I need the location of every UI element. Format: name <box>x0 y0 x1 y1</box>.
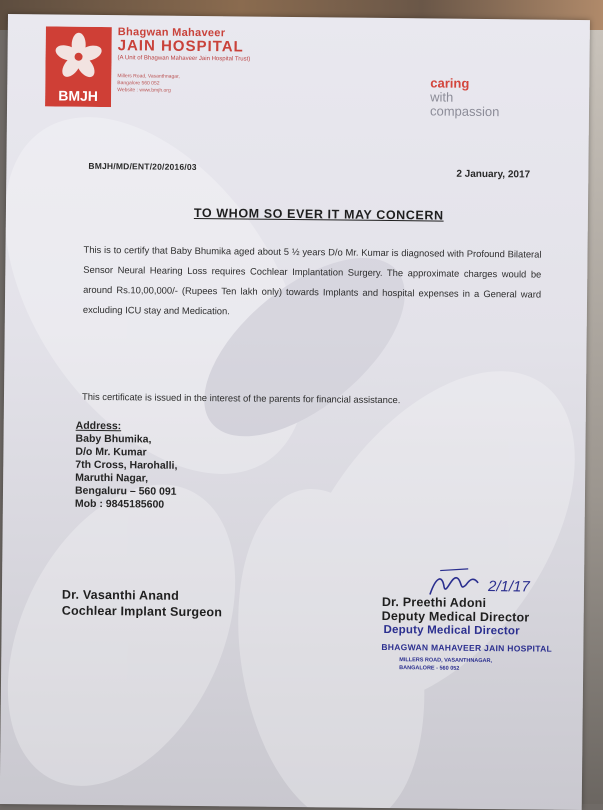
tagline-compassion: compassion <box>429 103 500 120</box>
right-signatory <box>382 595 530 625</box>
tagline-caring: caring <box>430 75 470 91</box>
signature-date: 2/1/17 <box>487 578 530 596</box>
logo-text: BMJH <box>58 87 99 104</box>
letter-heading: TO WHOM SO EVER IT MAY CONCERN <box>193 205 444 223</box>
purpose-paragraph: This certificate is issued in the interest of the parents for financial assistance. <box>81 390 401 406</box>
letter-date: 2 January, 2017 <box>456 168 531 181</box>
right-signatory-title: Deputy Medical Director <box>381 608 530 625</box>
hospital-name-line3: (A Unit of Bhagwan Mahaveer Jain Hospital Trust) <box>117 55 251 63</box>
certificate-paragraph: This is to certify that Baby Bhumika aged about 5 ½ years D/o Mr. Kumar is diagnosed with Profound Bilateral Sensor Neural Hearing Loss requires Cochlear Implantation Surgery. The approximate charges would be around Rs.10,00,000/- (Rupees Ten lakh only) towards Implants and hospital expenses in a General ward excluding ICU stay and Medication. <box>82 243 542 317</box>
stamp-address-line: MILLERS ROAD, VASANTHNAGAR, <box>399 657 493 665</box>
hospital-address <box>117 73 257 95</box>
hospital-address-line: Bangalore 560 052 <box>117 80 160 87</box>
left-signatory <box>62 587 223 621</box>
hospital-name-line1: Bhagwan Mahaveer <box>117 26 226 40</box>
tagline-with: with <box>430 89 454 105</box>
left-signatory-name: Dr. Vasanthi Anand <box>61 587 180 603</box>
patient-address <box>75 420 178 512</box>
hospital-address-line: Website : www.bmjh.org <box>117 87 171 94</box>
flower-watermark <box>0 14 590 810</box>
hospital-address-line: Millers Road, Vasanthnagar, <box>117 73 180 80</box>
hospital-name-line2: JAIN HOSPITAL <box>117 37 244 56</box>
address-line: D/o Mr. Kumar <box>75 445 147 459</box>
reference-number: BMJH/MD/ENT/20/2016/03 <box>88 160 197 172</box>
address-title: Address: <box>75 419 122 433</box>
left-signatory-title: Cochlear Implant Surgeon <box>61 603 223 620</box>
address-mobile: Mob : 9845185600 <box>74 497 165 511</box>
hospital-logo <box>45 26 112 107</box>
address-line: Baby Bhumika, <box>75 432 152 446</box>
stamp-address-line: BANGALORE - 560 052 <box>399 665 460 672</box>
hospital-name <box>118 26 251 62</box>
tagline <box>430 76 500 119</box>
stamp-title: Deputy Medical Director <box>383 623 520 638</box>
letter-page <box>0 14 590 810</box>
address-line: 7th Cross, Harohalli, <box>75 458 178 472</box>
right-signatory-name: Dr. Preethi Adoni <box>381 594 487 611</box>
address-line: Maruthi Nagar, <box>75 471 149 485</box>
address-line: Bengaluru – 560 091 <box>74 484 177 498</box>
stamp-hospital: BHAGWAN MAHAVEER JAIN HOSPITAL <box>381 641 553 654</box>
stamp-address <box>399 656 492 673</box>
